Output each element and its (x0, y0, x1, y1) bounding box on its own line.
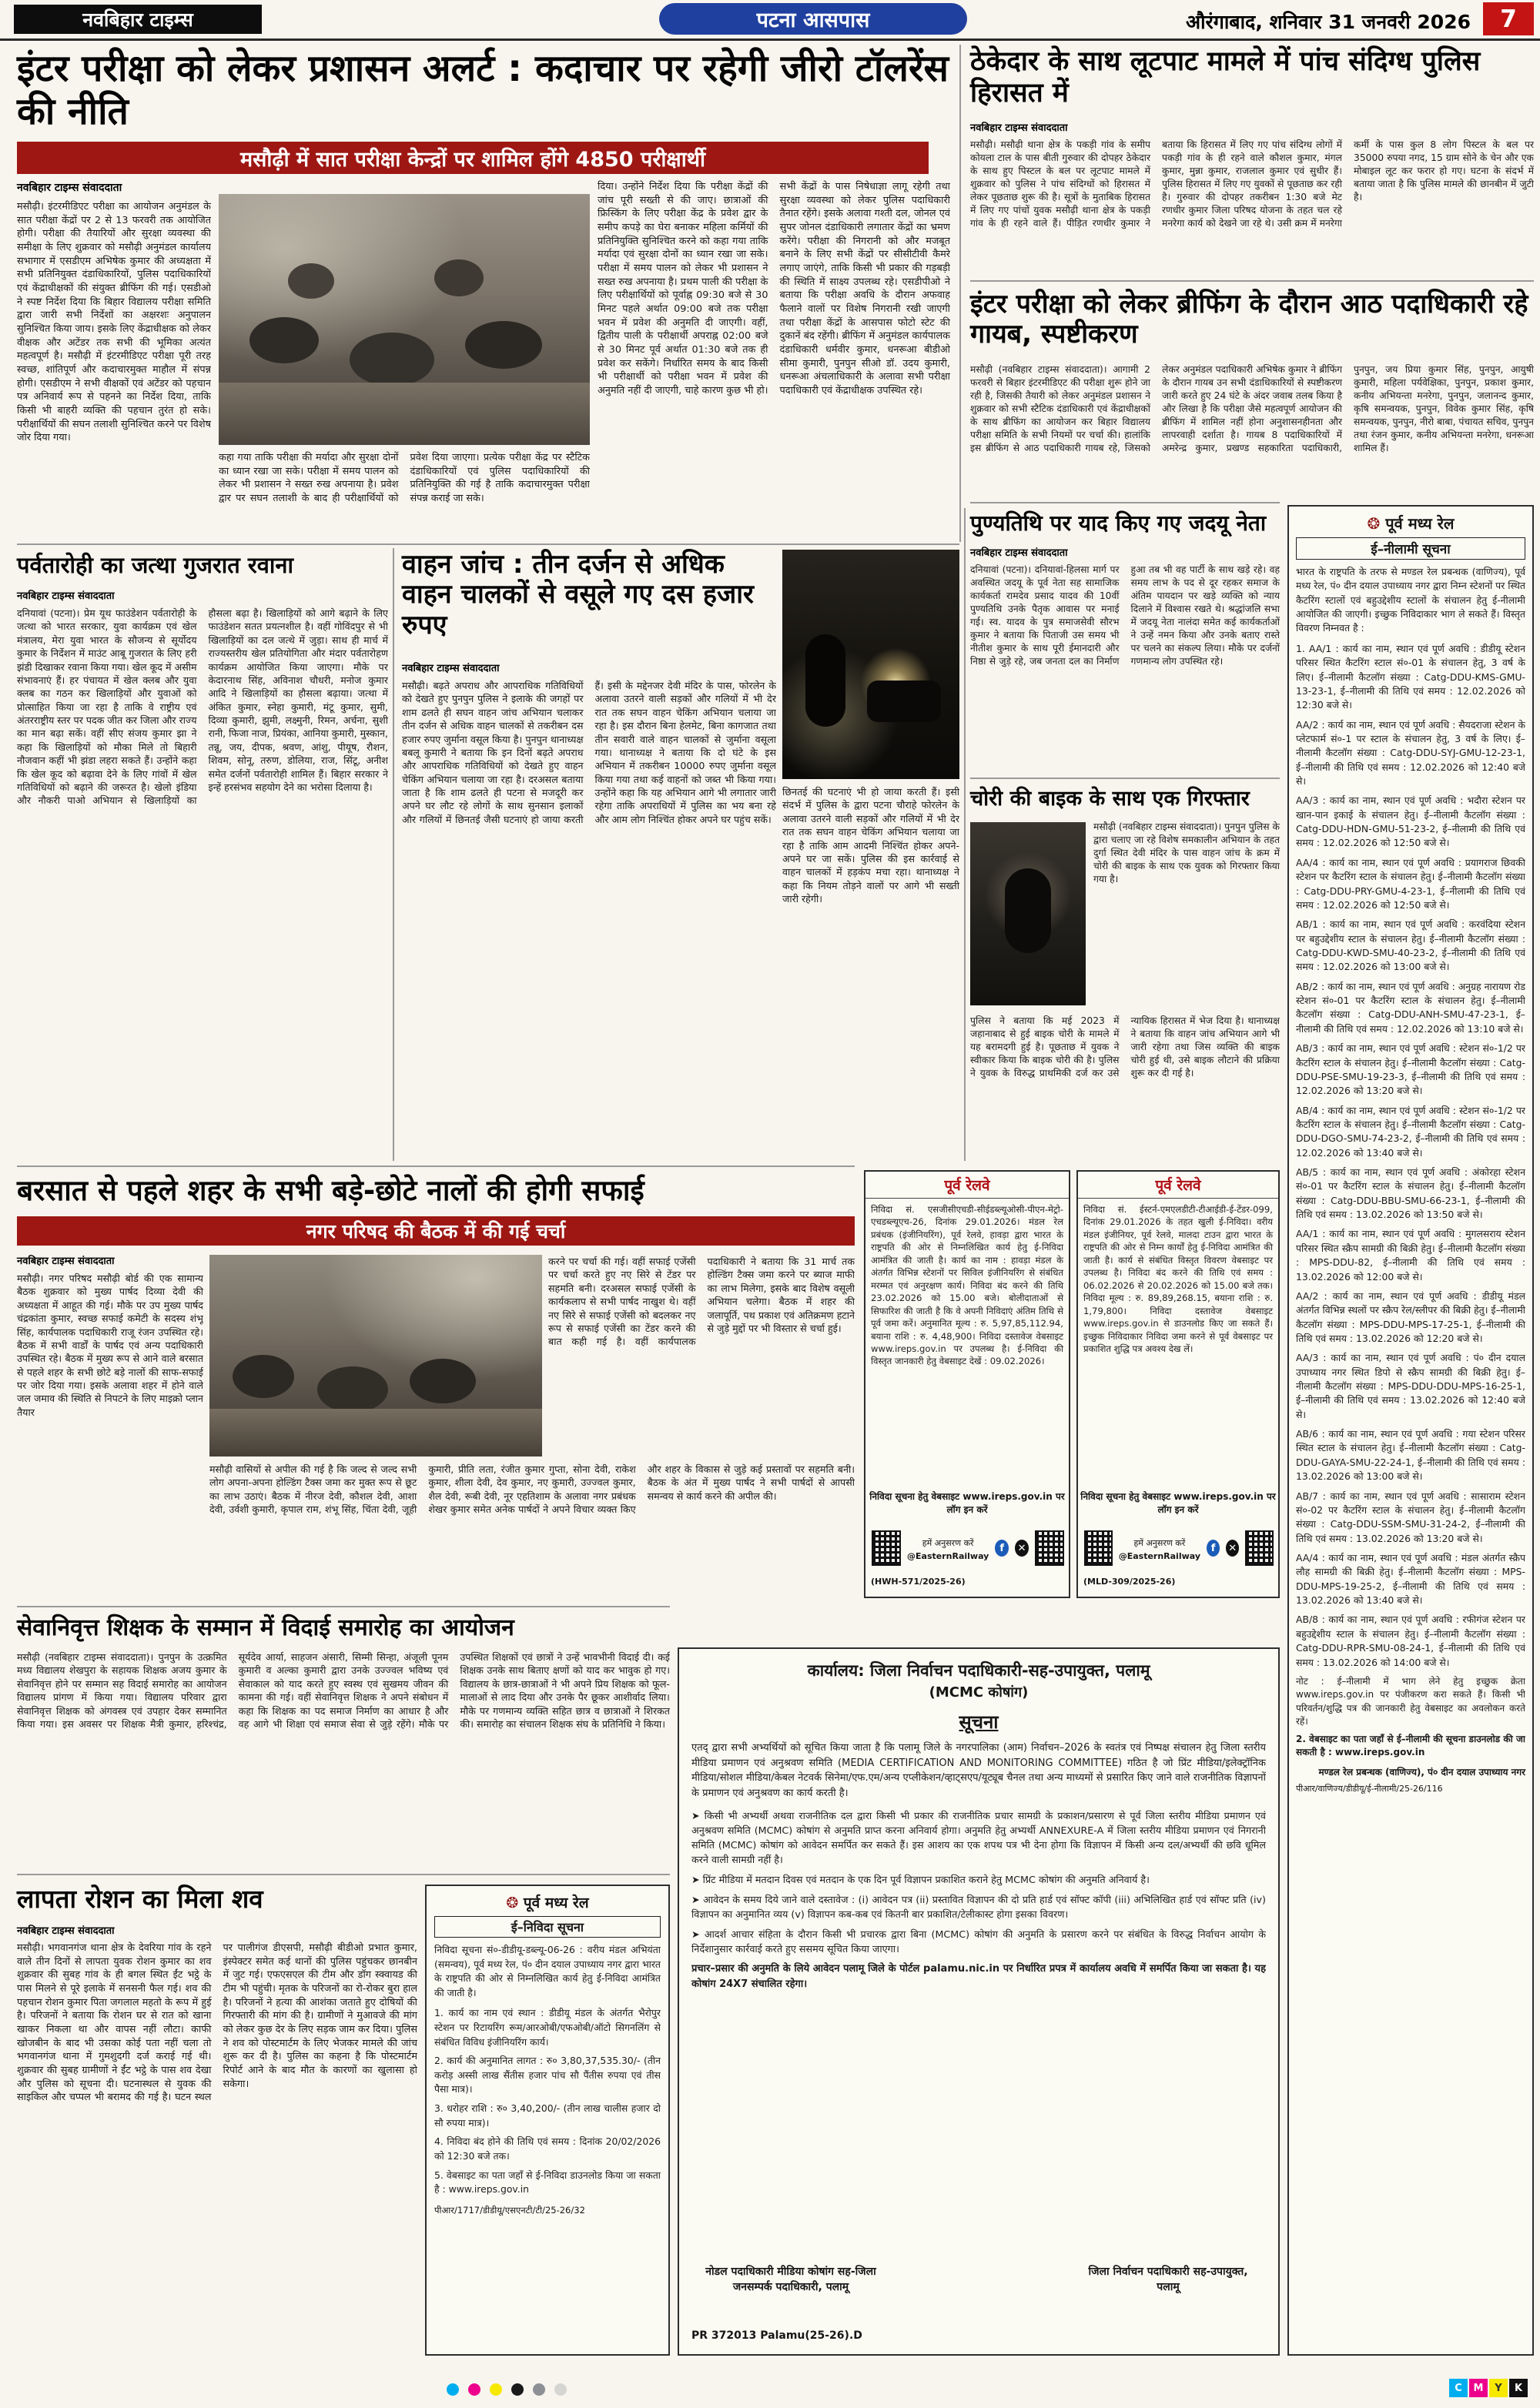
ecr-etender-box (425, 1885, 670, 2356)
mcmc-point: ➤ आवेदन के समय दिये जाने वाले दस्तावेज : (i) आवेदन पत्र (ii) प्रस्तावित विज्ञापन की दो प्रति हार्ड एवं सॉफ्ट कॉपी (iii) अभिलिखित हार्ड एवं सॉफ्ट प्रति (iv) विज्ञापन का अनुमानित व्यय (v) विज्ञापन कब-कब एवं कितनी बार प्रकाशित/टेलीकास्ट होगा इसका विवरण। (691, 1894, 1266, 1921)
photo-person-silhouette (410, 1359, 476, 1403)
vehicle-body-2: छिनतई की घटनाएं भी हो जाया करती हैं। इसी संदर्भ में पुलिस के द्वारा पटना चौराहे फोरलेन के अलावा उतरने वाली सड़कों और गलियों में भी देर रात तक सघन वाहन चेकिंग अभियान चलाया जा रहा है ताकि आम आदमी निश्चिंत होकर अपने-अपने घर जा सकें। पुलिस की इस कार्रवाई से वाहन चालकों में हड़कंप मचा रहा। थानाध्यक्ष ने कहा कि नियम तोड़ने वालों पर आगे भी सख्ती जारी रहेगी। (782, 786, 959, 905)
bike-body: मसौढ़ी (नवबिहार टाइम्स संवाददाता)। पुनपुन पुलिस के द्वारा चलाए जा रहे विशेष समकालीन अभियान के तहत दुर्गा स्थित देवी मंदिर के पास वाहन जांच के क्रम में चोरी की बाइक के साथ एक युवक को गिरफ्तार किया गया है। (1093, 821, 1280, 885)
registration-dot-cyan (447, 2383, 459, 2396)
qr-code (872, 1530, 901, 1566)
tender-ref: (HWH-571/2025-26) (871, 1577, 966, 1587)
section-name: पटना आसपास (756, 8, 870, 32)
tender-body: निविदा सं. एसजीसीएचडी-सीईडब्ल्यूओसी-पीएन-मेट्रो-एचडब्ल्यूएच-26, दिनांक 29.01.2026। मंडल रेल प्रबंधक (इंजीनियरिंग), पूर्व रेलवे, हावड़ा द्वारा भारत के राष्ट्रपति की ओर से निम्नलिखित कार्य हेतु ई-निविदा आमंत्रित की जाती है। कार्य का नाम : हावड़ा मंडल के अंतर्गत विभिन्न स्टेशनों पर सिविल इंजीनियरिंग से संबंधित मरम्मत एवं अनुरक्षण कार्य। निविदा बंद करने की तिथि 23.02.2026 को 15.00 बजे। बोलीदाताओं से सिफारिश की जाती है कि वे अपनी निविदाएं अंतिम तिथि से पूर्व जमा करें। अनुमानित मूल्य : रु. 5,97,85,112.94, बयाना राशि : रु. 4,48,900। निविदा दस्तावेज वेबसाइट www.ireps.gov.in पर उपलब्ध है। ई-निविदा की विस्तृत जानकारी हेतु वेबसाइट देखें : 09.02.2026। (871, 1204, 1063, 1367)
print-registration-strip (0, 2373, 1540, 2408)
lead-subhead-band (17, 142, 929, 174)
auction-entry: AB/2 : कार्य का नाम, स्थान एवं पूर्ण अवधि : अनुग्रह नारायण रोड स्टेशन सं०-01 पर कैटरिंग स्टाल के संचालन हेतु। ई–नीलामी कैटलॉग संख्या : Catg-DDU-ANH-SMU-47-23-1, ई–नीलामी की तिथि एवं समय : 12.02.2026 को 13:10 बजे से। (1296, 980, 1525, 1035)
briefing-headline: इंटर परीक्षा को लेकर ब्रीफिंग के दौरान आठ पदाधिकारी रहे गायब, स्पष्टीकरण (970, 289, 1528, 350)
section-name-pill (659, 3, 967, 35)
auction-entry: AB/8 : कार्य का नाम, स्थान एवं पूर्ण अवधि : रफीगंज स्टेशन पर बहुउद्देशीय स्टाल के संचालन हेतु। ई–नीलामी कैटलॉग संख्या : Catg-DDU-RPR-SMU-08-24-1, ई–नीलामी की तिथि एवं समय : 13.02.2026 को 14:00 बजे से। (1296, 1614, 1525, 1668)
yellow-mark: Y (1489, 2379, 1508, 2397)
mcmc-point: ➤ प्रिंट मीडिया में मतदान दिवस एवं मतदान के एक दिन पूर्व विज्ञापन प्रकाशित कराने हेतु MCMC कोषांग की अनुमति अनिवार्य है। (691, 1874, 1150, 1886)
etender-item: 3. धरोहर राशि : रु० 3,40,200/- (तीन लाख चालीस हजार दो सौ रुपया मात्र)। (434, 2102, 661, 2129)
mcmc-point: ➤ किसी भी अभ्यर्थी अथवा राजनीतिक दल द्वारा किसी भी प्रकार की राजनीतिक प्रचार सामग्री के प्रकाशन/प्रसारण से पूर्व जिला स्तरीय मीडिया प्रमाणन एवं अनुश्रवण समिति (MCMC) कोषांग से अनुमति प्राप्त करना अनिवार्य होगा। अनुमति हेतु अभ्यर्थी ANNEXURE-A में जिला स्तरीय मीडिया प्रमाणन एवं निगरानी समिति (MCMC) कोषांग को आवेदन समर्पित कर सकते हैं। इस आशय का एक शपथ पत्र भी देना होगा कि विज्ञापन में किसी अन्य दल/अभ्यर्थी की छवि धूमिल करने वाली सामग्री नहीं है। (691, 1810, 1266, 1866)
auction-entry: AB/3 : कार्य का नाम, स्थान एवं पूर्ण अवधि : स्टेशन सं०-1/2 पर कैटरिंग स्टाल के संचालन हेतु। ई–नीलामी कैटलॉग संख्या : Catg-DDU-PSE-SMU-19-23-3, ई–नीलामी की तिथि एवं समय : 12.02.2026 को 13:20 बजे से। (1296, 1042, 1525, 1097)
auction-intro: भारत के राष्ट्रपति के तरफ से मण्डल रेल प्रबन्धक (वाणिज्य), पूर्व मध्य रेल, पं० दीन दयाल उपाध्याय नगर द्वारा निम्न स्टेशनों पर स्थित कैटरिंग स्टालों एवं बहुउद्देशीय स्टालों के संचालन हेतु ई-नीलामी आयोजित की जाएगी। इच्छुक निविदाकार भाग ले सकते हैं। विस्तृत विवरण निम्नवत है : (1296, 566, 1525, 634)
railway-org-row (1296, 513, 1525, 533)
auction-entry: AA/4 : कार्य का नाम, स्थान एवं पूर्ण अवधि : मंडल अंतर्गत स्क्रैप लौह सामग्री की बिक्री हेतु। ई–नीलामी कैटलॉग संख्या : MPS-DDU-MPS-19-25-2, ई–नीलामी की तिथि एवं समय : 13.02.2026 को 13:40 बजे से। (1296, 1552, 1525, 1607)
bike-headline: चोरी की बाइक के साथ एक गिरफ्तार (970, 787, 1250, 811)
lead-headline: इंटर परीक्षा को लेकर प्रशासन अलर्ट : कदाचार पर रहेगी जीरो टॉलरेंस की नीति (17, 47, 949, 133)
auction-entry: AA/1 : कार्य का नाम, स्थान एवं पूर्ण अवधि : मुगलसराय स्टेशन परिसर स्थित स्क्रैप सामग्री की बिक्री हेतु। ई–नीलामी कैटलॉग संख्या : MPS-DDU-82, ई–नीलामी की तिथि एवं समय : 13.02.2026 को 12:00 बजे से। (1296, 1228, 1525, 1283)
tender-ref: (MLD-309/2025-26) (1083, 1577, 1176, 1587)
h-rule (17, 1606, 670, 1607)
mcmc-signature-left: नोडल पदाधिकारी मीडिया कोषांग सह-जिला जनसम्पर्क पदाधिकारी, पलामू (705, 2266, 876, 2293)
page-number: 7 (1500, 5, 1517, 33)
auction-ref: पीआर/वाणिज्य/डीडीयू/ई-नीलामी/25-26/116 (1296, 1783, 1443, 1794)
etender-ref: पीआर/1717/डीडीयू/एसएनटी/टी/25-26/32 (434, 2204, 585, 2216)
mcmc-notice-box (678, 1647, 1280, 2356)
lead-story-photo (219, 194, 590, 445)
mountaineers-byline: नवबिहार टाइम्स संवाददाता (17, 590, 115, 602)
drains-subhead-band (17, 1216, 855, 1246)
social-handle: @EasternRailway (907, 1551, 989, 1561)
facebook-icon: f (1207, 1540, 1220, 1557)
bike-body-2: पुलिस ने बताया कि मई 2023 में जहानाबाद से हुई बाइक चोरी के मामले में यह बरामदगी हुई है। पूछताछ में युवक ने स्वीकार किया कि बाइक चोरी की है। पुलिस ने युवक के विरुद्ध प्राथमिकी दर्ज कर उसे न्यायिक हिरासत में भेज दिया है। थानाध्यक्ष ने बताया कि वाहन जांच अभियान आगे भी जारी रहेगा तथा जिस व्यक्ति की बाइक चोरी हुई थी, उसे बाइक लौटाने की प्रक्रिया शुरू कर दी गई है। (970, 1015, 1280, 1079)
cmyk-squares (1449, 2379, 1528, 2397)
mcmc-intro: एतद् द्वारा सभी अभ्यर्थियों को सूचित किया जाता है कि पलामू जिले के नगरपालिका (आम) निर्वाचन–2026 के स्वतंत्र एवं निष्पक्ष संचालन हेतु जिला स्तरीय मीडिया प्रमाणन एवं अनुश्रवण समिति (MEDIA CERTIFICATION AND MONITORING COMMITTEE) गठित है जो प्रिंट मीडिया/इलेक्ट्रॉनिक मीडिया/सोशल मीडिया/केबल नेटवर्क सिनेमा/एफ.एम/अन्य एप्लीकेशन/व्हाट्सएप/यूट्यूब चैनल तथा अन्य माध्यमों से प्रसारित किए जाने वाले राजनीतिक विज्ञापनों के प्रमाणन एवं अनुश्रवण का कार्य करती है। (691, 1742, 1266, 1799)
magenta-mark: M (1469, 2379, 1488, 2397)
auction-entry: AA/2 : कार्य का नाम, स्थान एवं पूर्ण अवधि : सैयदराजा स्टेशन के प्लेटफार्म सं०-1 पर स्टाल के संचालन हेतु, 3 वर्ष के लिए। ई–नीलामी कैटलॉग संख्या : Catg-DDU-SYJ-GMU-12-23-1, ई–नीलामी की तिथि एवं समय : 12.02.2026 को 12:40 बजे से। (1296, 718, 1525, 788)
photo-motorcycle-silhouette (867, 681, 941, 722)
x-icon: ✕ (1015, 1540, 1029, 1557)
mcmc-title: सूचना (959, 1711, 999, 1733)
follow-label: हमें अनुसरण करें (1133, 1538, 1186, 1548)
eastern-railway-tender-left (864, 1170, 1070, 1598)
railway-org-row (434, 1892, 661, 1912)
etender-title-strip (434, 1916, 661, 1938)
auction-entry: AB/7 : कार्य का नाम, स्थान एवं पूर्ण अवधि : सासाराम स्टेशन सं०-02 पर कैटरिंग स्टाल के संचालन हेतु। ई–नीलामी कैटलॉग संख्या : Catg-DDU-SSM-SMU-31-24-2, ई–नीलामी की तिथि एवं समय : 13.02.2026 को 13:20 बजे से। (1296, 1490, 1525, 1544)
tender-website-line: निविदा सूचना हेतु वेबसाइट www.ireps.gov.in पर लॉग इन करें (1080, 1491, 1276, 1515)
mcmc-office: कार्यालय: जिला निर्वाचन पदाधिकारी-सह-उपायुक्त, पलामू (807, 1661, 1150, 1680)
h-rule (970, 280, 1534, 282)
h-rule (970, 778, 1280, 779)
etender-title: ई–निविदा सूचना (511, 1920, 584, 1935)
lead-body-below-photo: कहा गया ताकि परीक्षा की मर्यादा और सुरक्षा दोनों का ध्यान रखा जा सके। परीक्षा में समय पालन को लेकर भी प्रशासन ने सख्त रुख अपनाया है। प्रवेश द्वार पर सघन तलाशी के बाद ही परीक्षार्थियों को प्रवेश दिया जाएगा। प्रत्येक परीक्षा केंद्र पर स्टैटिक दंडाधिकारियों एवं पुलिस पदाधिकारियों की प्रतिनियुक्ति की गई है ताकि कदाचारमुक्त परीक्षा संपन्न कराई जा सके। (219, 452, 590, 504)
drains-body-right: करने पर चर्चा की गई। वहीं सफाई एजेंसी पर चर्चा करते हुए नए सिरे से टेंडर पर सहमति बनी। दरअसल सफाई एजेंसी के कार्यकलाप से सभी पार्षद नाखुश थे। वहीं नए सिरे से सफाई एजेंसी को बदलकर नए रूप से सफाई एजेंसी का टेंडर करने की बात कही गई है। वहीं कार्यपालक पदाधिकारी ने बताया कि 31 मार्च तक होल्डिंग टैक्स जमा करने पर ब्याज माफी का लाभ मिलेगा, इसके बाद विशेष वसूली अभियान चलेगा। बैठक में शहर की जलापूर्ति, पथ प्रकाश एवं अतिक्रमण हटाने से जुड़े मुद्दों पर भी विस्तार से चर्चा हुई। (548, 1256, 855, 1348)
paper-name-box (14, 5, 262, 34)
auction-org: पूर्व मध्य रेल (1385, 514, 1455, 533)
jdu-headline: पुण्यतिथि पर याद किए गए जदयू नेता (970, 510, 1267, 536)
photo-person-silhouette (317, 1366, 388, 1413)
follow-label: हमें अनुसरण करें (922, 1538, 974, 1548)
auction-entry: AA/3 : कार्य का नाम, स्थान एवं पूर्ण अवधि : पं० दीन दयाल उपाध्याय नगर स्थित डिपो से स्क्रैप सामग्री की बिक्री हेतु। ई–नीलामी कैटलॉग संख्या : MPS-DDU-DDU-MPS-16-25-1, ई–नीलामी की तिथि एवं समय : 13.02.2026 को 12:40 बजे से। (1296, 1352, 1525, 1420)
tender-footer-row (1084, 1527, 1274, 1569)
masthead-rule (0, 38, 1540, 41)
photo-person-silhouette (434, 259, 484, 296)
etender-item: 4. निविदा बंद होने की तिथि एवं समय : दिनांक 20/02/2026 को 12:30 बजे तक। (434, 2135, 661, 2162)
auction-notice-box (1287, 505, 1534, 2356)
auction-entry: AA/3 : कार्य का नाम, स्थान एवं पूर्ण अवधि : भदौरा स्टेशन पर खान-पान इकाई के संचालन हेतु। ई–नीलामी कैटलॉग संख्या : Catg-DDU-HDN-GMU-51-23-2, ई–नीलामी की तिथि एवं समय : 12.02.2026 को 12:50 बजे से। (1296, 794, 1525, 849)
jdu-body: दनियावां (पटना)। दनियावां-हिलसा मार्ग पर अवस्थित जदयू के पूर्व नेता सह सामाजिक कार्यकर्ता रामदेव प्रसाद यादव की 10वीं पुण्यतिथि उनके पैतृक आवास पर मनाई गई। स्व. यादव के पुत्र समाजसेवी सौरभ कुमार ने बताया कि पिताजी उस समय भी नीतीश कुमार के साथ पूरी ईमानदारी और निष्ठा से जुड़े रहे, जब जनता दल का निर्माण हुआ तब भी वह पार्टी के साथ खड़े रहे। वह समय लाभ के पद से दूर रहकर समाज के अंतिम पायदान पर खड़े व्यक्ति को न्याय दिलाने में विश्वास रखते थे। श्रद्धांजलि सभा में जदयू नेता नालंदा समेत कई कार्यकर्ताओं ने उन्हें नमन किया और उनके बताए रास्ते पर चलने का संकल्प लिया। मौके पर दर्जनों गणमान्य लोग उपस्थित रहे। (970, 564, 1280, 667)
municipal-meeting-photo (209, 1255, 542, 1457)
etender-item: 2. कार्य की अनुमानित लागत : रु० 3,80,37,535.30/- (तीन करोड़ अस्सी लाख सैंतीस हजार पांच सौ पैंतीस रुपया एवं तीस पैसा मात्र)। (434, 2055, 661, 2095)
photo-person-silhouette (350, 333, 434, 386)
vertical-rule (393, 548, 394, 1161)
vehicle-check-photo (782, 550, 959, 779)
lead-byline: नवबिहार टाइम्स संवाददाता (17, 182, 122, 194)
mcmc-ref: PR 372013 Palamu(25-26).D (691, 2329, 862, 2342)
page-number-box (1483, 2, 1534, 35)
auction-entry: AB/6 : कार्य का नाम, स्थान एवं पूर्ण अवधि : गया स्टेशन परिसर स्थित स्टाल के संचालन हेतु। ई–नीलामी कैटलॉग संख्या : Catg-DDU-GAYA-SMU-22-24-1, ई–नीलामी की तिथि एवं समय : 13.02.2026 को 13:00 बजे से। (1296, 1428, 1525, 1483)
mcmc-cell: (MCMC कोषांग) (929, 1684, 1029, 1701)
photo-person-silhouette (1005, 868, 1051, 953)
registration-dot-black (511, 2383, 524, 2396)
masthead (0, 0, 1540, 38)
drains-byline: नवबिहार टाइम्स संवाददाता (17, 1256, 115, 1267)
tender-body: निविदा सं. ईस्टर्न-एमएलडीटी-टीआईडी-ई-टेंडर-099, दिनांक 29.01.2026 के तहत खुली ई-निविदा। वरीय मंडल इंजीनियर, पूर्व रेलवे, मालदा टाउन द्वारा भारत के राष्ट्रपति की ओर से निम्न कार्यों हेतु ई-निविदा आमंत्रित की जाती है। कार्य से संबंधित विस्तृत विवरण वेबसाइट पर उपलब्ध है। निविदा बंद करने की तिथि एवं समय : 06.02.2026 से 20.02.2026 को 15.00 बजे तक। निविदा मूल्य : रु. 89,89,268.15, बयाना राशि : रु. 1,79,800। निविदा दस्तावेज वेबसाइट www.ireps.gov.in से डाउनलोड किए जा सकते हैं। इच्छुक निविदाकार निविदा जमा करने से पूर्व वेबसाइट पर प्रकाशित शुद्धि पत्र अवश्य देख लें। (1083, 1204, 1273, 1354)
social-handle: @EasternRailway (1118, 1551, 1201, 1561)
railway-logo-icon: ❂ (1367, 514, 1381, 533)
photo-person-silhouette (288, 263, 334, 299)
auction-entry: AB/5 : कार्य का नाम, स्थान एवं पूर्ण अवधि : अंकोरहा स्टेशन सं०-01 पर कैटरिंग स्टाल के संचालन हेतु। ई–नीलामी कैटलॉग संख्या : Catg-DDU-BBU-SMU-66-23-1, ई–नीलामी की तिथि एवं समय : 13.02.2026 को 13:50 बजे से। (1296, 1166, 1525, 1221)
loot-headline: ठेकेदार के साथ लूटपाट मामले में पांच संदिग्ध पुलिस हिरासत में (970, 46, 1481, 109)
photo-person-silhouette (465, 321, 542, 369)
h-rule (17, 1166, 855, 1167)
loot-body: मसौढ़ी। मसौढ़ी थाना क्षेत्र के पकड़ी गांव के समीप कोयला टाल के पास बीती गुरुवार की दोपहर ठेकेदार के साथ हुए पिस्टल के बल पर लूटपाट मामले में शुक्रवार को पुलिस ने पांच संदिग्धों को हिरासत में लेकर पूछताछ शुरू की है। सूत्रों के मुताबिक हिरासत में लिए गए पांचों युवक मसौढ़ी थाना क्षेत्र के पकड़ी गांव के ही रहने वाले हैं। पीड़ित रणधीर कुमार ने बताया कि हिरासत में लिए गए पांच संदिग्ध लोगों में पकड़ी गांव के ही रहने वाले कौशल कुमार, मंगल कुमार, मुन्ना कुमार, राजलाल कुमार एवं सुधीर हैं। पुलिस हिरासत में लिए गए युवकों से पूछताछ कर रही है। गुरुवार की दोपहर तकरीबन 1:30 बजे मेट रणधीर कुमार जिला परिषद योजना के तहत चल रहे मनरेगा कार्य को देखने जा रहे थे। उसी क्रम में मनरेगा कर्मी के पास कुल 8 लोग पिस्टल के बल पर 35000 रुपया नगद, 15 ग्राम सोने के चेन और एक मोबाइल लूट कर फरार हो गए। घटना के संदर्भ में बताया जाता है कि पुलिस मामले की छानबीन में जुटी है। (970, 139, 1534, 229)
etender-item: 5. वेबसाइट का पता जहाँ से ई-निविदा डाउनलोड किया जा सकता है : www.ireps.gov.in (434, 2169, 661, 2196)
auction-entry: AA/4 : कार्य का नाम, स्थान एवं पूर्ण अवधि : प्रयागराज छिवकी स्टेशन पर कैटरिंग स्टाल के संचालन हेतु। ई–नीलामी कैटलॉग संख्या : Catg-DDU-PRY-GMU-4-23-1, ई–नीलामी की तिथि एवं समय : 12.02.2026 को 12:50 बजे से। (1296, 856, 1525, 911)
mountaineers-body: दनियावां (पटना)। प्रेम यूथ फाउंडेशन पर्वतारोही के जत्था को भारत सरकार, युवा कार्यक्रम एवं खेल मंत्रालय, मेरा युवा भारत के सौजन्य से सूर्योदय कुमार के निर्देशन में माउंट आबू गुजरात के लिए हरी झंडी दिखाकर रवाना किया गया। खेल कूद में असीम संभावनाएं हैं। हर पंचायत में खेल क्लब और युवा क्लब का गठन कर खिलाड़ियों और युवाओं को प्रोत्साहित किया जा रहा है ताकि वे राष्ट्रीय एवं अंतरराष्ट्रीय स्तर पर पदक जीत कर जिला और राज्य का मान बढ़ा सकें। वहीं सीए संजय कुमार झा ने कहा कि खिलाड़ियों को मौका मिले तो बिहारी नौजवान कहीं भी झंडा लहरा सकते हैं। उन्होंने कहा कि खेल कूद को बढ़ावा देने के लिए गांवों में खेल गतिविधियों को बढ़ाने की जरूरत है। खेलो इंडिया और नौकरी पाओ अभियान से खिलाड़ियों का हौसला बढ़ा है। खिलाड़ियों को आगे बढ़ाने के लिए फाउंडेशन सतत प्रयत्नशील है। वहीं गोविंदपुर से भी खिलाड़ियों का दल जत्थे में जुड़ा। साथ ही मार्च में राज्यस्तरीय खेल प्रतियोगिता और मंदार पर्वतारोहण कार्यक्रम आयोजित किया जाएगा। मौके पर केदारनाथ सिंह, अविनाश चौधरी, मनोज कुमार आदि ने खिलाड़ियों का हौसला बढ़ाया। जत्था में अंकित कुमार, स्नेहा कुमारी, मंटू कुमार, सुमी, दिव्या कुमारी, झुमी, लक्ष्मुनी, रिमन, अर्चना, सुशी रानी, फिजा नाज, प्रियंका, आनिया कुमारी, मुस्कान, तन्नू, जय, दीपक, श्रवण, आंशु, पीयूष, रौशन, शिवम, सोनू, तरुण, डोलिया, राज, सिंटू, अनीश समेत दर्जनों पर्वतारोही शामिल हैं। बिहार सरकार ने इन्हें हरसंभव सहयोग देने का भरोसा दिलाया है। (17, 607, 388, 807)
drains-body-below-photo: मसौढ़ी वासियों से अपील की गई है कि जल्द से जल्द सभी लोग अपना-अपना होल्डिंग टैक्स जमा कर मुक्त रूप से छूट का लाभ उठाएं। बैठक में नीरज देवी, कौशल देवी, आशा देवी, उर्वशी कुमारी, कृपाल राम, शंभू सिंह, चिंता देवी, जूही कुमारी, प्रीति लता, रंजीत कुमार गुप्ता, सोना देवी, राकेश कुमार, शीला देवी, देव कुमार, नए कुमारी, उज्ज्वल कुमार, शैल देवी, रूबी देवी, नूर एहतिशाम के अलावा नगर प्रबंधक शेखर कुमार समेत अनेक पार्षदों ने अपने विचार व्यक्त किए और शहर के विकास से जुड़े कई प्रस्तावों पर सहमति बनी। बैठक के अंत में मुख्य पार्षद ने सभी पार्षदों से आपसी समन्वय से कार्य करने की अपील की। (209, 1463, 855, 1516)
auction-entry: AB/1 : कार्य का नाम, स्थान एवं पूर्ण अवधि : करवंदिया स्टेशन पर बहुउद्देशीय स्टाल के संचालन हेतु। ई–नीलामी कैटलॉग संख्या : Catg-DDU-KWD-SMU-40-23-2, ई–नीलामी की तिथि एवं समय : 12.02.2026 को 13:00 बजे से। (1296, 918, 1525, 973)
railway-logo-icon: ❂ (506, 1895, 519, 1911)
lead-body-left: मसौढ़ी। इंटरमीडिएट परीक्षा का आयोजन अनुमंडल के सात परीक्षा केंद्रों पर 2 से 13 फरवरी तक आयोजित होगी। परीक्षा की तैयारियों और सुरक्षा व्यवस्था की समीक्षा के लिए शुक्रवार को मसौढ़ी अनुमंडल कार्यालय सभागार में एसडीएम अभिषेक कुमार की अध्यक्षता में सभी प्रतिनियुक्त दंडाधिकारियों, पुलिस पदाधिकारियों एवं केंद्राधीक्षकों की संयुक्त ब्रीफिंग की गई। एसडीओ ने स्पष्ट निर्देश दिया कि बिहार विद्यालय परीक्षा समिति द्वारा जारी सभी निर्देशों का अक्षरशः अनुपालन सुनिश्चित किया जाय। इसके लिए केंद्राधीक्षक को लेकर वीक्षक और अटेंडर तक सभी की भूमिका अत्यंत महत्वपूर्ण है। मसौढ़ी में इंटरमीडिएट परीक्षा पूरी तरह स्वच्छ, शांतिपूर्ण और कदाचारमुक्त माहौल में संपन्न होगी। एसडीएम ने सभी वीक्षकों एवं अटेंडर को पहचान पत्र अनिवार्य रूप से पहनने का निर्देश दिया, ताकि किसी भी बाहरी व्यक्ति की पहचान तुरंत हो सके। परीक्षार्थियों की सघन तलाशी सुनिश्चित करने पर विशेष जोर दिया गया। (17, 201, 211, 444)
auction-entry: AB/4 : कार्य का नाम, स्थान एवं पूर्ण अवधि : स्टेशन सं०-1/2 पर कैटरिंग स्टाल के संचालन हेतु। ई–नीलामी कैटलॉग संख्या : Catg-DDU-DGO-SMU-74-23-2, ई–नीलामी की तिथि एवं समय : 12.02.2026 को 13:40 बजे से। (1296, 1104, 1525, 1159)
auction-entry: 1. AA/1 : कार्य का नाम, स्थान एवं पूर्ण अवधि : डीडीयू स्टेशन परिसर स्थित कैटरिंग स्टाल सं०-01 के संचालन हेतु, 3 वर्ष के लिए। ई–नीलामी कैटलॉग संख्या : Catg-DDU-KMS-GMU-13-23-1, ई–नीलामी की तिथि एवं समय : 12.02.2026 को 12:30 बजे से। (1296, 642, 1525, 711)
auction-website-line: 2. वेबसाइट का पता जहाँ से ई–नीलामी की सूचना डाउनलोड की जा सकती है : www.ireps.gov.in (1296, 1734, 1525, 1758)
railway-org-title: पूर्व रेलवे (865, 1172, 1069, 1199)
auction-signoff: मण्डल रेल प्रबन्धक (वाणिज्य), पं० दीन दयाल उपाध्याय नगर (1318, 1766, 1525, 1778)
lead-subhead: मसौढ़ी में सात परीक्षा केन्द्रों पर शामिल होंगे 4850 परीक्षार्थी (240, 147, 705, 172)
eastern-railway-tender-right (1076, 1170, 1280, 1598)
teacher-body: मसौढ़ी (नवबिहार टाइम्स संवाददाता)। पुनपुन के उत्क्रमित मध्य विद्यालय शेखपुरा के सहायक शिक्षक अजय कुमार के सेवानिवृत्त होने पर सम्मान सह विदाई समारोह का आयोजन विद्यालय प्रांगण में किया गया। विद्यालय परिवार द्वारा सेवानिवृत्त शिक्षक को अंगवस्त्र एवं उपहार देकर सम्मानित किया गया। इस अवसर पर शिक्षक मैत्री कुमार, हरिश्चंद्र, सूर्यदेव आर्या, साहजन अंसारी, सिम्मी सिन्हा, अंजूली पूनम कुमारी व अल्का कुमारी द्वारा उनके उज्ज्वल भविष्य एवं सेवाकाल को याद करते हुए स्वस्थ एवं सुखमय जीवन की कामना की गई। वहीं सेवानिवृत्त शिक्षक ने अपने संबोधन में कहा कि शिक्षक का पद समाज निर्माण का आधार है और वह आगे भी शिक्षा एवं समाज सेवा से जुड़े रहेंगे। मौके पर उपस्थित शिक्षकों एवं छात्रों ने उन्हें भावभीनी विदाई दी। कई शिक्षक उनके साथ बिताए क्षणों को याद कर भावुक हो गए। विद्यालय के छात्र-छात्राओं ने भी अपने प्रिय शिक्षक को फूल-मालाओं से लाद दिया और उनके पैर छूकर आशीर्वाद लिया। मौके पर गणमान्य व्यक्ति सहित छात्र व छात्राओं ने शिरकत की। समारोह का संचालन शिक्षक संघ के प्रतिनिधि ने किया। (17, 1651, 670, 1730)
qr-code (1084, 1530, 1113, 1566)
auction-title: ई–नीलामी सूचना (1371, 542, 1451, 557)
cyan-mark: C (1449, 2379, 1468, 2397)
qr-code (1035, 1530, 1064, 1566)
loot-byline: नवबिहार टाइम्स संवाददाता (970, 122, 1068, 134)
etender-org: पूर्व मध्य रेल (523, 1895, 589, 1911)
drains-subhead: नगर परिषद की बैठक में की गई चर्चा (306, 1220, 566, 1242)
photo-person-silhouette (233, 1355, 294, 1398)
auction-entry: AA/2 : कार्य का नाम, स्थान एवं पूर्ण अवधि : डीडीयू मंडल अंतर्गत विभिन्न स्थलों पर स्क्रैप रेल/स्लीपर की बिक्री हेतु। ई–नीलामी कैटलॉग संख्या : MPS-DDU-MPS-17-25-1, ई–नीलामी की तिथि एवं समय : 13.02.2026 को 12:20 बजे से। (1296, 1289, 1525, 1344)
railway-org-title: पूर्व रेलवे (1078, 1172, 1278, 1199)
roshan-headline: लापता रोशन का मिला शव (17, 1884, 263, 1914)
photo-table (219, 383, 590, 445)
vehicle-body: मसौढ़ी। बढ़ते अपराध और आपराधिक गतिविधियों को देखते हुए पुनपुन पुलिस ने इलाके की जगहों पर शाम ढलते ही सघन वाहन जांच अभियान चलाकर तीन दर्जन से अधिक वाहन चालकों से तकरीबन दस हजार रुपए जुर्माना वसूल किया है। पुनपुन थानाध्यक्ष बबलू कुमारी ने बताया कि इन दिनों बढ़ते अपराध और आपराधिक गतिविधियों को देखते हुए वाहन चेकिंग अभियान चलाया जा रहा है। दरअसल बताया जाता है कि शाम ढलते ही पटना से मजदूरी कर अपने घर लौट रहे लोगों के साथ सुनसान इलाकों और गलियों में छिनतई जैसी घटनाएं हो जाया करती हैं। इसी के मद्देनजर देवी मंदिर के पास, फोरलेन के अलावा उतरने वाली सड़कों और गलियों में भी देर रात तक सघन वाहन चेकिंग अभियान चलाया जा रहा है। इस दौरान बिना हेलमेट, बिना कागजात तथा तीन सवारी वाले वाहन चालकों से जुर्माना वसूला गया। थानाध्यक्ष ने बताया कि दो घंटे के इस अभियान में तकरीबन 10000 रुपए जुर्माना वसूल किया गया तथा कई वाहनों को जब्त भी किया गया। उन्होंने कहा कि यह अभियान आगे भी लगातार जारी रहेगा ताकि अपराधियों में पुलिस का भय बना रहे और आम लोग निश्चिंत होकर अपने घर पहुंच सकें। (402, 680, 776, 825)
x-icon: ✕ (1226, 1540, 1239, 1557)
photo-person-silhouette (805, 634, 845, 727)
etender-intro: निविदा सूचना सं०-डीडीयू-डब्ल्यू-06-26 : वरीय मंडल अभियंता (समन्वय), पूर्व मध्य रेल, पं० दीन दयाल उपाध्याय नगर द्वारा भारत के राष्ट्रपति की ओर से निम्नलिखित कार्य हेतु ई-निविदा आमंत्रित की जाती है। (434, 1944, 661, 1998)
lead-body-right: दिया। उन्होंने निर्देश दिया कि परीक्षा केंद्रों की जांच पूरी सख्ती से की जाए। छात्राओं की फ्रिस्किंग के लिए परीक्षा केंद्र के प्रवेश द्वार के समीप कपड़े का घेरा बनाकर महिला कर्मियों की प्रतिनियुक्ति सुनिश्चित करने को कहा गया ताकि मर्यादा एवं सुरक्षा दोनों का ध्यान रखा जा सके। परीक्षा में समय पालन को लेकर भी प्रशासन ने सख्त रुख अपनाया है। प्रथम पाली की परीक्षा के लिए परीक्षार्थियों को पूर्वाह्न 09:30 बजे से 30 मिनट पहले अर्थात 09:00 बजे तक परीक्षा भवन में प्रवेश की अनुमति दी जाएगी। वहीं, द्वितीय पाली के परीक्षार्थी अपराह्न 02:00 बजे से 30 मिनट पूर्व अर्थात 01:30 बजे तक ही प्रवेश कर सकेंगे। निर्धारित समय के बाद किसी भी परीक्षार्थी को परीक्षा भवन में प्रवेश की अनुमति नहीं दी जाएगी, चाहे कारण कुछ भी हो। सभी केंद्रों के पास निषेधाज्ञा लागू रहेगी तथा सुरक्षा व्यवस्था को लेकर पुलिस पदाधिकारी तैनात रहेंगे। इसके अलावा गश्ती दल, जोनल एवं सुपर जोनल दंडाधिकारी लगातार केंद्रों का भ्रमण करेंगे। परीक्षा की निगरानी को और मजबूत बनाने के लिए सभी केंद्रों पर सीसीटीवी कैमरे लगाए जाएंगे, ताकि किसी भी प्रकार की गड़बड़ी की स्थिति में साक्ष्य उपलब्ध रहे। एसडीपीओ ने बताया कि परीक्षा अवधि के दौरान अफवाह फैलाने वालों पर विशेष निगरानी रखी जाएगी तथा परीक्षा केंद्रों के आसपास फोटो स्टेट की दुकानें बंद रहेंगी। ब्रीफिंग में अनुमंडल कार्यपालक दंडाधिकारी धर्मवीर कुमार, धनरूआ बीडीओ सीमा कुमारी, पुनपुन सीओ डॉ. उदय कुमारी, धनरूआ अंचलाधिकारी के अलावा सभी परीक्षा पदाधिकारी एवं केंद्राधीक्षक उपस्थित रहे। (598, 181, 950, 396)
teacher-headline: सेवानिवृत्त शिक्षक के सम्मान में विदाई समारोह का आयोजन (17, 1614, 514, 1641)
mountaineers-headline: पर्वतारोही का जत्था गुजरात रवाना (17, 552, 294, 578)
h-rule (17, 1874, 670, 1875)
black-mark: K (1509, 2379, 1528, 2397)
vehicle-headline: वाहन जांच : तीन दर्जन से अधिक वाहन चालकों से वसूले गए दस हजार रुपए (402, 549, 754, 640)
vehicle-byline: नवबिहार टाइम्स संवाददाता (402, 663, 500, 674)
roshan-body: मसौढ़ी। भगवानगंज थाना क्षेत्र के देवरिया गांव के रहने वाले तीन दिनों से लापता युवक रोशन कुमार का शव शुक्रवार की सुबह गांव के ही बगल स्थित ईंट भट्ठे के पास मिलने से पूरे इलाके में सनसनी फैल गई। शव की पहचान रोशन कुमार पिता जगलाल महतो के रूप में हुई है। परिजनों ने बताया कि रोशन घर से रात को खाना खाकर निकला था और वापस नहीं लौटा। काफी खोजबीन के बाद भी उसका कोई पता नहीं चला तो भगवानगंज थाना में गुमशुदगी दर्ज कराई गई थी। शुक्रवार की सुबह ग्रामीणों ने ईंट भट्ठे के पास शव देखा और पुलिस को सूचना दी। घटनास्थल से युवक की साइकिल और चप्पल भी बरामद की गई है। घटन स्थल पर पालीगंज डीएसपी, मसौढ़ी बीडीओ प्रभात कुमार, इंस्पेक्टर समेत कई थानों की पुलिस पहुंचकर छानबीन में जुट गई। एफएसएल की टीम और डॉग स्क्वायड की टीम भी पहुंची। मृतक के परिजनों का रो-रोकर बुरा हाल है। परिजनों ने हत्या की आशंका जताते हुए दोषियों की गिरफ्तारी की मांग की है। ग्रामीणों ने मुआवजे की मांग को लेकर कुछ देर के लिए सड़क जाम कर दिया। पुलिस ने शव को पोस्टमार्टम के लिए भेजकर मामले की जांच शुरू कर दी है। पुलिस का कहना है कि पोस्टमार्टम रिपोर्ट आने के बाद मौत के कारणों का खुलासा हो सकेगा। (17, 1942, 417, 2104)
dateline: औरंगाबाद, शनिवार 31 जनवरी 2026 (1185, 11, 1471, 33)
drains-body-left: मसौढ़ी। नगर परिषद मसौढ़ी बोर्ड की एक सामान्य बैठक शुक्रवार को मुख्य पार्षद दिव्या देवी की अध्यक्षता में आहूत की गई। मौके पर उप मुख्य पार्षद चंद्रकांता कुमार, स्वच्छ सफाई कमेटी के सदस्य शंभू सिंह, कार्यपालक पदाधिकारी राजू रंजन उपस्थित रहे। बैठक में सभी वार्डों के पार्षद एवं अन्य पदाधिकारी उपस्थित रहे। बैठक में मुख्य रूप से आने वाले बरसात से पहले शहर के सभी छोटे बड़े नालों की साफ-सफाई पर जोर दिया गया। इसके अलावा शहर में होने वाले जल जमाव की स्थिति से निपटने के लिए माइक्रो प्लान तैयार (17, 1273, 203, 1418)
vertical-rule (964, 508, 966, 1161)
photo-person-silhouette (249, 317, 319, 363)
mcmc-point: ➤ आदर्श आचार संहिता के दौरान किसी भी प्रचारक द्वारा बिना (MCMC) कोषांग की अनुमति के प्रसारण करने पर संबंधित के विरुद्ध निर्वाचन आयोग के निर्देशानुसार कार्रवाई करते हुए ससमय सूचित किया जाएगा। (691, 1928, 1266, 1955)
auction-title-strip (1296, 537, 1525, 560)
tender-footer-row (872, 1527, 1064, 1569)
briefing-body: मसौढ़ी (नवबिहार टाइम्स संवाददाता)। आगामी 2 फरवरी से बिहार इंटरमीडिएट की परीक्षा शुरू होने जा रही है, जिसकी तैयारी को लेकर अनुमंडल प्रशासन ने शुक्रवार को सभी स्टैटिक दंडाधिकारी एवं केंद्राधीक्षकों के साथ ब्रीफिंग का आयोजन कर बिहार विद्यालय परीक्षा समिति के सभी नियमों पर चर्चा की। हालांकि इस ब्रीफिंग से आठ पदाधिकारी गायब रहे, जिसको लेकर अनुमंडल पदाधिकारी अभिषेक कुमार ने ब्रीफिंग के दौरान गायब उन सभी दंडाधिकारियों से स्पष्टीकरण जारी करते हुए 24 घंटे के अंदर जवाब तलब किया है और लिखा है कि परीक्षा जैसे महत्वपूर्ण आयोजन की ब्रीफिंग में शामिल नहीं होना अनुशासनहीनता और लापरवाही दर्शाता है। गायब 8 पदाधिकारियों में अमरेन्द्र कुमार, प्रखण्ड सहकारिता पदाधिकारी, पुनपुन, जय प्रिया कुमार सिंह, पुनपुन, आयुषी कुमारी, महिला पर्यवेक्षिका, पुनपुन, प्रकाश कुमार, कनीय अभियन्ता मनरेगा, पुनपुन, जलानन्द कुमार, कृषि समन्वयक, पुनपुन, विवेक कुमार सिंह, कृषि समन्वयक, पुनपुन, नीरो बाबा, पंचायत सचिव, पुनपुन तथा रंजन कुमार, कनीय अभियन्ता मनरेगा, धनरूआ शामिल हैं। (970, 364, 1534, 453)
registration-dot-gray (533, 2383, 545, 2396)
facebook-icon: f (995, 1540, 1009, 1557)
paper-name: नवबिहार टाइम्स (82, 8, 193, 31)
registration-dot-yellow (490, 2383, 502, 2396)
mcmc-closing: प्रचार–प्रसार की अनुमति के लिये आवेदन पलामू जिले के पोर्टल palamu.nic.in पर निर्धारित प्रपत्र में कार्यालय अवधि में समर्पित किया जा सकता है। यह कोषांग 24X7 संचालित रहेगा। (691, 1963, 1266, 1990)
jdu-byline: नवबिहार टाइम्स संवाददाता (970, 547, 1068, 559)
auction-note: नोट : ई–नीलामी में भाग लेने हेतु इच्छुक क्रेता www.ireps.gov.in पर पंजीकरण करा सकते हैं। किसी भी परिवर्तन/शुद्धि पत्र की जानकारी हेतु वेबसाइट का अवलोकन करते रहें। (1296, 1675, 1525, 1727)
qr-code (1245, 1530, 1274, 1566)
h-rule (970, 502, 1280, 503)
vertical-rule (959, 45, 961, 542)
roshan-byline: नवबिहार टाइम्स संवाददाता (17, 1925, 115, 1937)
photo-table (209, 1409, 542, 1457)
tender-website-line: निविदा सूचना हेतु वेबसाइट www.ireps.gov.in पर लॉग इन करें (869, 1491, 1065, 1515)
drains-headline: बरसात से पहले शहर के सभी बड़े-छोटे नालों की होगी सफाई (17, 1174, 644, 1207)
etender-item: 1. कार्य का नाम एवं स्थान : डीडीयू मंडल के अंतर्गत भैरोपुर स्टेशन पर रिटायरिंग रूम/आरओबी/एफओबी/ऑटो सिगनलिंग से संबंधित विविध इंजीनियरिंग कार्य। (434, 2007, 661, 2048)
bike-story-photo (970, 822, 1086, 1005)
h-rule (17, 543, 959, 545)
mcmc-signature-right: जिला निर्वाचन पदाधिकारी सह-उपायुक्त, पलामू (1088, 2266, 1248, 2293)
registration-dot-magenta (468, 2383, 480, 2396)
registration-dot-lightgray (554, 2383, 567, 2396)
